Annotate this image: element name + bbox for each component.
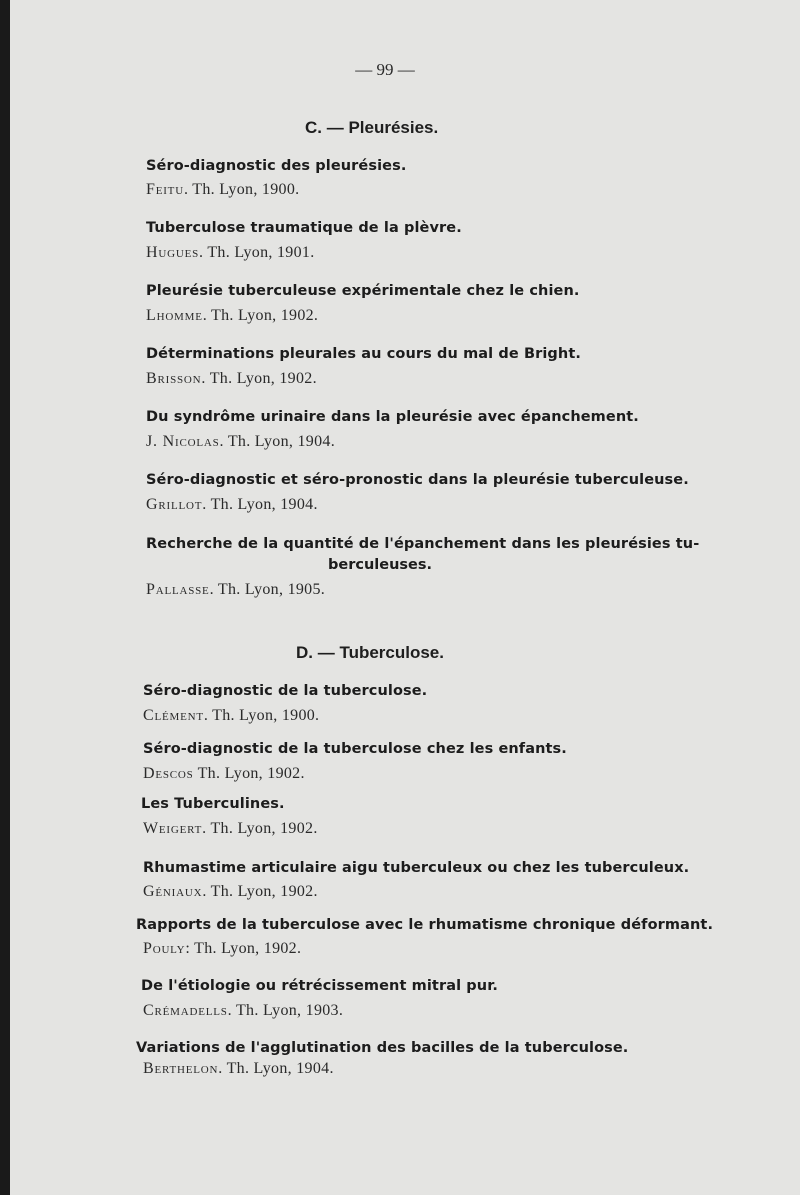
entry-author: Descos (143, 765, 194, 782)
entry-title: Variations de l'agglutination des bacilles de la tuberculose. (136, 1040, 629, 1056)
entry-author: J. Nicolas (146, 433, 220, 450)
entry-citation (146, 433, 335, 451)
entry-cite-text: . Th. Lyon, 1905. (209, 581, 326, 598)
entry-title: Recherche de la quantité de l'épanchement dans les pleurésies tu- (146, 536, 700, 552)
entry-author: Berthelon (143, 1060, 219, 1077)
entry-citation (146, 181, 299, 199)
entry-cite-text: : Th. Lyon, 1902. (185, 940, 302, 957)
entry-author: Clément (143, 707, 204, 724)
entry-cite-text: . Th. Lyon, 1902. (202, 307, 319, 324)
entry-title: Séro-diagnostic des pleurésies. (146, 158, 407, 174)
entry-citation (146, 581, 325, 599)
entry-cite-text: . Th. Lyon, 1904. (218, 1060, 334, 1077)
entry-author: Lhomme (146, 307, 203, 324)
entry-author: Brisson (146, 370, 202, 387)
entry-citation (143, 765, 305, 783)
entry-citation (146, 244, 315, 262)
entry-title: Séro-diagnostic de la tuberculose chez les enfants. (143, 741, 567, 757)
entry-citation (143, 820, 318, 838)
page-number: — 99 — (355, 60, 415, 79)
entry-title: Rapports de la tuberculose avec le rhumatisme chronique déformant. (136, 917, 714, 933)
entry-cite-text: . Th. Lyon, 1902. (201, 370, 317, 387)
entry-citation (143, 883, 318, 901)
entry-citation (146, 370, 317, 388)
entry-cite-text: . Th. Lyon, 1900. (203, 707, 320, 724)
entry-citation (146, 307, 318, 325)
entry-author: Pallasse (146, 581, 210, 598)
entry-cite-text: Th. Lyon, 1902. (193, 765, 305, 782)
entry-title: Séro-diagnostic de la tuberculose. (143, 683, 428, 699)
section-heading-c: C. — Pleurésies. (305, 118, 439, 137)
entry-title: De l'étiologie ou rétrécissement mitral pur. (141, 978, 498, 994)
entry-author: Hugues (146, 244, 200, 261)
entry-title: Tuberculose traumatique de la plèvre. (146, 220, 462, 236)
document-page (10, 0, 800, 1195)
entry-citation (143, 707, 319, 725)
entry-title: Du syndrôme urinaire dans la pleurésie avec épanchement. (146, 409, 639, 425)
entry-title: Séro-diagnostic et séro-pronostic dans la pleurésie tuberculeuse. (146, 472, 689, 488)
entry-citation (143, 1002, 343, 1020)
entry-title: Pleurésie tuberculeuse expérimentale chez le chien. (146, 283, 580, 299)
entry-title: Déterminations pleurales au cours du mal de Bright. (146, 346, 581, 362)
entry-citation (146, 496, 318, 514)
entry-title: Les Tuberculines. (141, 796, 285, 812)
entry-author: Pouly (143, 940, 186, 957)
entry-author: Feitu (146, 181, 184, 198)
entry-cite-text: . Th. Lyon, 1902. (202, 820, 318, 837)
entry-title-continuation: berculeuses. (328, 557, 433, 573)
entry-cite-text: . Th. Lyon, 1903. (227, 1002, 344, 1019)
entry-author: Grillot (146, 496, 203, 513)
entry-cite-text: . Th. Lyon, 1902. (202, 883, 318, 900)
entry-author: Géniaux (143, 883, 203, 900)
section-heading-d: D. — Tuberculose. (296, 643, 444, 662)
entry-cite-text: . Th. Lyon, 1900. (183, 181, 300, 198)
entry-citation (143, 940, 301, 958)
entry-author: Crémadells (143, 1002, 228, 1019)
entry-cite-text: . Th. Lyon, 1901. (199, 244, 315, 261)
entry-citation (143, 1060, 334, 1078)
entry-author: Weigert (143, 820, 203, 837)
entry-cite-text: . Th. Lyon, 1904. (202, 496, 318, 513)
entry-title: Rhumastime articulaire aigu tuberculeux ou chez les tuberculeux. (143, 860, 690, 876)
entry-cite-text: . Th. Lyon, 1904. (219, 433, 335, 450)
